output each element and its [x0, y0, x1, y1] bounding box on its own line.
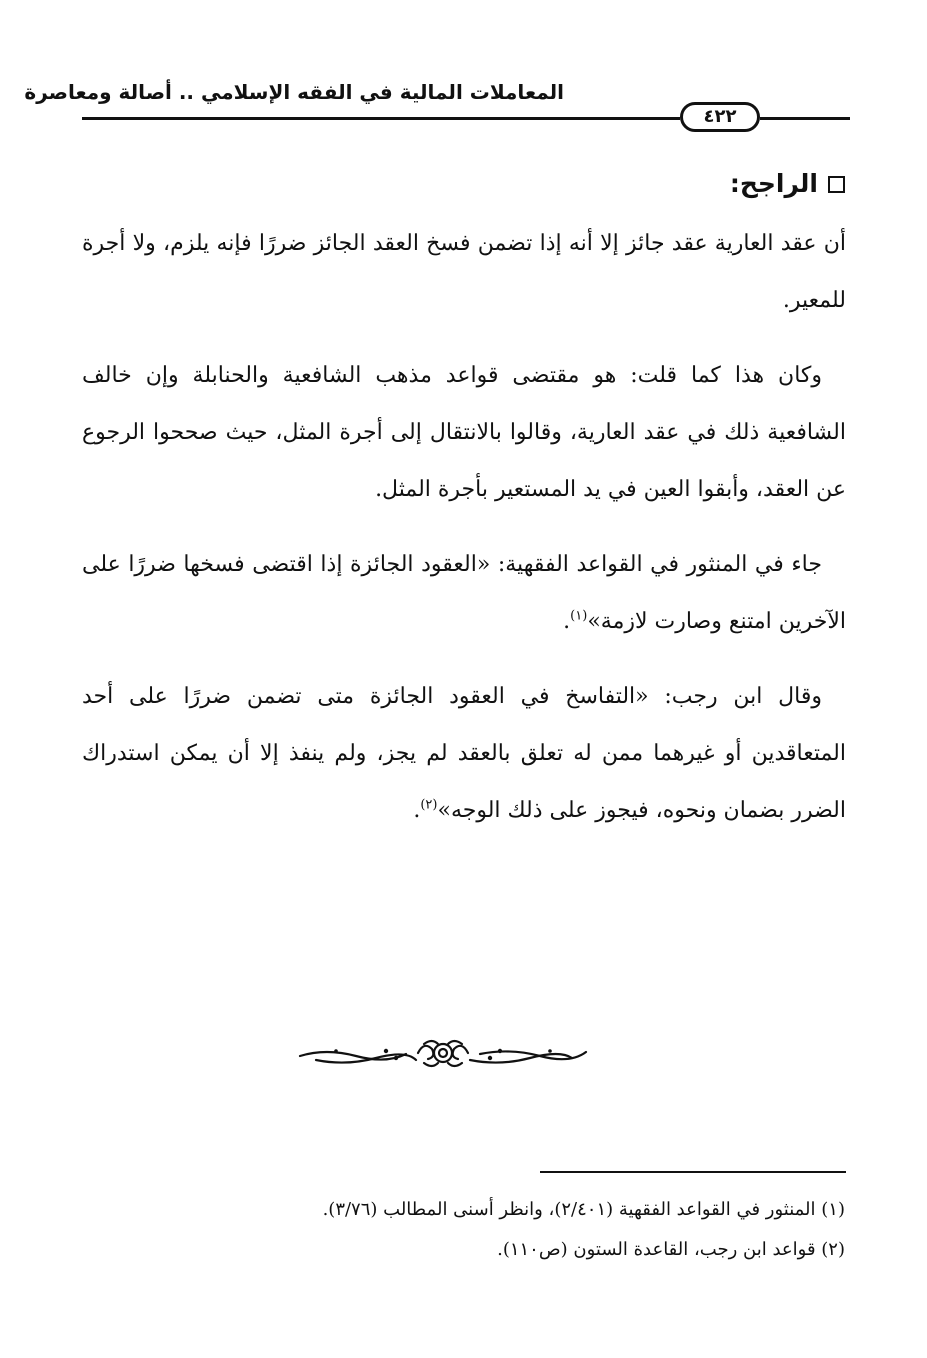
arabesque-divider-icon [296, 1036, 590, 1070]
paragraph-text: وقال ابن رجب: «التفاسخ في العقود الجائزة متى تضمن ضررًا على أحد المتعاقدين أو غيرهما ممن له تعلق بالعقد لم يجز، ولم ينفذ إلا أن يمكن استدراك الضرر بضمان ونحوه، فيجوز على ذلك الوجه» [82, 684, 846, 823]
section-heading-label: الراجح: [729, 169, 818, 198]
header-title: المعاملات المالية في الفقه الإسلامي .. أصالة ومعاصرة [24, 80, 564, 104]
body-text [82, 215, 846, 857]
paragraph-text: جاء في المنثور في القواعد الفقهية: «العقود الجائزة إذا اقتضى فسخها ضررًا على الآخرين امتنع وصارت لازمة» [82, 552, 846, 634]
paragraph-tail: . [413, 798, 421, 823]
paragraph-text: أن عقد العارية عقد جائز إلا أنه إذا تضمن فسخ العقد الجائز ضررًا فإنه يلزم، ولا أجرة للمعير. [82, 231, 846, 313]
header-rule-end [760, 117, 850, 120]
footnote: (١) المنثور في القواعد الفقهية (٢/٤٠١)، وانظر أسنى المطالب (٣/٧٦). [322, 1199, 845, 1220]
footnote-rule [540, 1171, 846, 1173]
footnotes [81, 1190, 845, 1270]
page-number: ٤٢٢ [680, 102, 760, 132]
paragraph [82, 668, 846, 839]
checkbox-icon [828, 176, 845, 193]
section-heading [730, 164, 845, 204]
footnote: (٢) قواعد ابن رجب، القاعدة الستون (ص١١٠). [497, 1239, 845, 1260]
paragraph [82, 347, 846, 518]
paragraph [82, 536, 846, 650]
paragraph [82, 215, 846, 329]
paragraph-tail: . [563, 609, 571, 634]
paragraph-text: وكان هذا كما قلت: هو مقتضى قواعد مذهب الشافعية والحنابلة وإن خالف الشافعية ذلك في عقد العارية، وقالوا بالانتقال إلى أجرة المثل، حيث صححوا الرجوع عن العقد، وأبقوا العين في يد المستعير بأجرة المثل. [82, 363, 846, 502]
footnote-ref[interactable]: (١) [570, 608, 588, 624]
footnote-ref[interactable]: (٢) [420, 797, 438, 813]
header-rule [82, 117, 680, 120]
